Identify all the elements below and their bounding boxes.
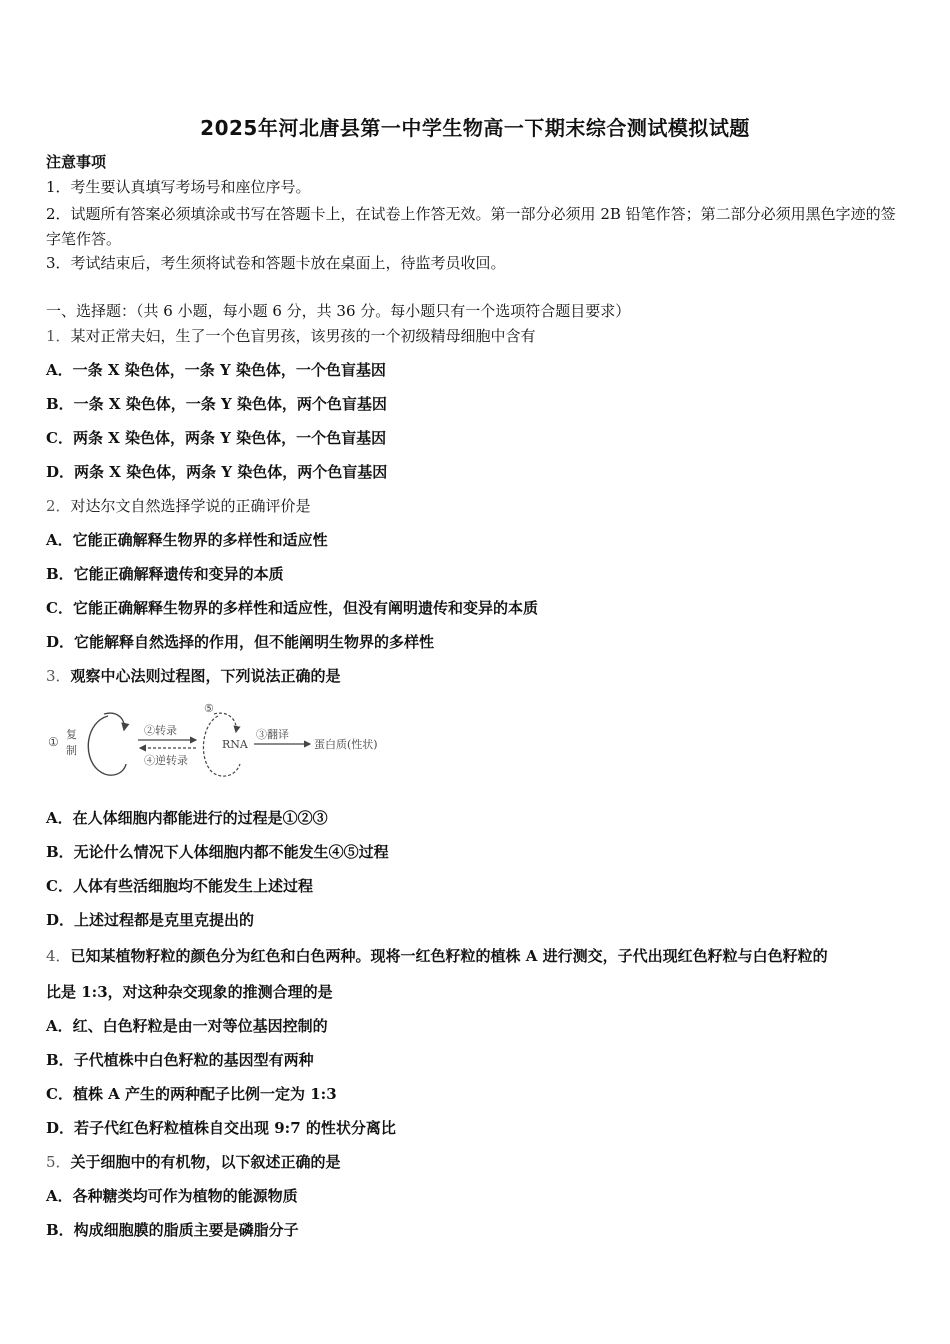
q4-option-b: B．子代植株中白色籽粒的基因型有两种 [46,1051,314,1069]
question-stem: 对达尔文自然选择学说的正确评价是 [70,497,311,515]
question-number: 4． [46,947,71,965]
rna-replication-number: ⑤ [204,702,214,715]
q1-option-d: D．两条 X 染色体，两条 Y 染色体，两个色盲基因 [46,463,388,481]
notice-item-3: 3．考试结束后，考生须将试卷和答题卡放在桌面上，待监考员收回。 [46,254,506,272]
question-number: 2． [46,497,71,515]
question-stem: 关于细胞中的有机物，以下叙述正确的是 [70,1153,341,1171]
question-5 [46,1152,341,1172]
q5-option-b: B．构成细胞膜的脂质主要是磷脂分子 [46,1221,299,1239]
question-4 [46,946,828,966]
replication-label-2: 制 [66,744,77,757]
q2-option-c: C．它能正确解释生物界的多样性和适应性，但没有阐明遗传和变异的本质 [46,599,538,617]
q5-option-a: A．各种糖类均可作为植物的能源物质 [46,1187,298,1205]
notice-item-2: 2．试题所有答案必须填涂或书写在答题卡上，在试卷上作答无效。第一部分必须用 2B 铅笔作答；第二部分必须用黑色字迹的签字笔作答。 [46,205,896,248]
q2-option-b: B．它能正确解释遗传和变异的本质 [46,565,284,583]
translation-label: ③翻译 [256,728,289,741]
section-heading: 一、选择题：（共 6 小题，每小题 6 分，共 36 分。每小题只有一个选项符合题目要求） [46,302,631,320]
protein-label: 蛋白质(性状) [314,738,378,751]
question-1 [46,326,536,346]
q2-option-a: A．它能正确解释生物界的多样性和适应性 [46,531,328,549]
question-2 [46,496,311,516]
replication-loop [88,716,126,775]
question-number: 1． [46,327,71,345]
question-number: 3． [46,667,71,685]
question-stem: 某对正常夫妇，生了一个色盲男孩，该男孩的一个初级精母细胞中含有 [70,327,536,345]
question-stem: 观察中心法则过程图，下列说法正确的是 [70,667,341,685]
reverse-transcription-label: ④逆转录 [144,754,188,767]
notice-heading: 注意事项 [46,153,107,171]
notice-item-1: 1．考生要认真填写考场号和座位序号。 [46,178,311,196]
question-stem: 已知某植物籽粒的颜色分为红色和白色两种。现将一红色籽粒的植株 A 进行测交，子代出现红色籽粒与白色籽粒的 [70,947,828,965]
page-title: 2025年河北唐县第一中学生物高一下期末综合测试模拟试题 [200,116,750,140]
question-4-stem-continued: 比是 1:3，对这种杂交现象的推测合理的是 [46,983,333,1001]
q1-option-c: C．两条 X 染色体，两条 Y 染色体，一个色盲基因 [46,429,387,447]
central-dogma-diagram [46,700,386,784]
q4-option-d: D．若子代红色籽粒植株自交出现 9:7 的性状分离比 [46,1119,396,1137]
q3-option-b: B．无论什么情况下人体细胞内都不能发生④⑤过程 [46,843,389,861]
q4-option-c: C．植株 A 产生的两种配子比例一定为 1:3 [46,1085,337,1103]
q1-option-b: B．一条 X 染色体，一条 Y 染色体，两个色盲基因 [46,395,387,413]
rna-label: RNA [222,738,248,751]
replication-number: ① [48,735,59,749]
replication-label-1: 复 [66,728,77,741]
question-number: 5． [46,1153,71,1171]
q1-option-a: A．一条 X 染色体，一条 Y 染色体，一个色盲基因 [46,361,386,379]
q3-option-a: A．在人体细胞内都能进行的过程是①②③ [46,809,328,827]
q2-option-d: D．它能解释自然选择的作用，但不能阐明生物界的多样性 [46,633,435,651]
transcription-label: ②转录 [144,724,177,737]
q3-option-c: C．人体有些活细胞均不能发生上述过程 [46,877,313,895]
q4-option-a: A．红、白色籽粒是由一对等位基因控制的 [46,1017,328,1035]
question-3 [46,666,341,686]
q3-option-d: D．上述过程都是克里克提出的 [46,911,255,929]
